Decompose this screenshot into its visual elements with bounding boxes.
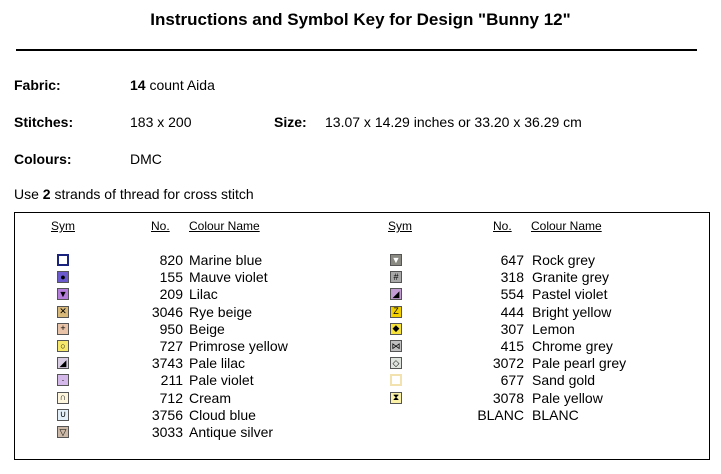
colour-name: Marine blue	[189, 252, 263, 268]
diamond-icon: ◆	[390, 323, 402, 335]
page-title: Instructions and Symbol Key for Design "Bunny 12"	[150, 10, 571, 29]
cup-icon: ∪	[57, 409, 69, 421]
colour-name: Mauve violet	[189, 269, 268, 286]
stitches-label: Stitches:	[14, 114, 74, 130]
colour-name: Lilac	[189, 286, 218, 303]
colour-number: 444	[500, 303, 524, 320]
colour-number: BLANC	[477, 406, 524, 423]
colour-name: Pale yellow	[532, 389, 603, 406]
colour-number: 727	[159, 338, 183, 354]
arch-icon: ∩	[57, 392, 69, 404]
colour-name: Cream	[189, 389, 232, 406]
colour-name: BLANC	[532, 406, 579, 423]
colour-name: Pale pearl grey	[532, 355, 627, 372]
colour-name: Lemon	[532, 320, 575, 337]
size-value: 13.07 x 14.29 inches or 33.20 x 36.29 cm	[325, 114, 582, 130]
diamond-outline-icon: ◇	[390, 357, 402, 369]
colour-number: 3046	[151, 303, 183, 320]
header-name-left: Colour Name	[189, 219, 260, 233]
strands-prefix: Use	[14, 186, 43, 202]
colour-number: 3033	[151, 424, 183, 440]
colour-number: 415	[500, 338, 524, 354]
hash-icon: #	[390, 271, 402, 283]
plus-icon: +	[57, 323, 69, 335]
square-outline-icon	[57, 254, 69, 266]
stitches-value: 183 x 200	[130, 114, 192, 130]
down-triangle-outline-icon: ▽	[57, 426, 69, 438]
colour-number: 712	[159, 389, 183, 406]
colour-number: 647	[500, 252, 524, 268]
colour-number: 318	[500, 269, 524, 286]
bowtie-icon: ⋈	[391, 340, 401, 351]
colour-number: 3072	[492, 355, 524, 372]
down-triangle-icon: ▼	[391, 254, 401, 265]
filled-circle-icon: ●	[57, 271, 69, 283]
colour-number: 677	[500, 372, 524, 389]
colour-name: Pale lilac	[189, 355, 246, 372]
colour-name: Pale violet	[189, 372, 254, 389]
down-triangle-icon: ▼	[58, 288, 68, 299]
colour-name: Chrome grey	[532, 338, 613, 354]
header-name-right: Colour Name	[531, 219, 602, 233]
corner-triangle-icon: ◢	[57, 357, 69, 369]
colour-number: 211	[160, 372, 183, 389]
colour-number: 3743	[151, 355, 183, 372]
fabric-type: count Aida	[145, 77, 215, 93]
colour-number: 307	[500, 320, 524, 337]
header-sym-left: Sym	[51, 219, 75, 233]
colour-name: Antique silver	[189, 424, 274, 440]
colour-number: 950	[159, 320, 183, 337]
colour-name: Rye beige	[189, 303, 253, 320]
colours-value: DMC	[130, 151, 162, 167]
colour-name: Cloud blue	[189, 406, 256, 423]
colour-number: 3756	[151, 406, 183, 423]
header-no-right: No.	[493, 219, 512, 233]
fabric-value	[130, 77, 215, 93]
square-outline-icon	[390, 374, 402, 386]
colour-number: 155	[159, 269, 183, 286]
colour-name: Granite grey	[532, 269, 610, 286]
cross-icon: ✕	[57, 306, 69, 318]
colour-name: Primrose yellow	[189, 338, 288, 354]
colour-name: Rock grey	[532, 252, 596, 268]
fabric-count: 14	[130, 77, 146, 93]
colour-number: 820	[159, 252, 183, 268]
z-icon: Z	[390, 306, 402, 318]
colour-name: Bright yellow	[532, 303, 612, 320]
strands-suffix: strands of thread for cross stitch	[50, 186, 254, 202]
colour-number: 554	[500, 286, 524, 303]
strands-count: 2	[42, 186, 51, 202]
colour-name: Sand gold	[532, 372, 596, 389]
colour-name: Beige	[189, 320, 225, 337]
colours-label: Colours:	[14, 151, 72, 167]
size-label: Size:	[274, 114, 307, 130]
colour-number: 3078	[492, 389, 524, 406]
header-no-left: No.	[151, 219, 170, 233]
circle-outline-icon: ○	[57, 340, 69, 352]
title-divider	[16, 49, 697, 51]
colour-number: 209	[159, 286, 183, 303]
fabric-label: Fabric:	[14, 77, 61, 93]
dot-icon: ·	[57, 374, 69, 386]
colour-name: Pastel violet	[532, 286, 608, 303]
hourglass-icon: ⧗	[390, 392, 402, 404]
corner-triangle-icon: ◢	[390, 288, 402, 300]
strands-instruction	[14, 186, 254, 202]
header-sym-right: Sym	[388, 219, 412, 233]
